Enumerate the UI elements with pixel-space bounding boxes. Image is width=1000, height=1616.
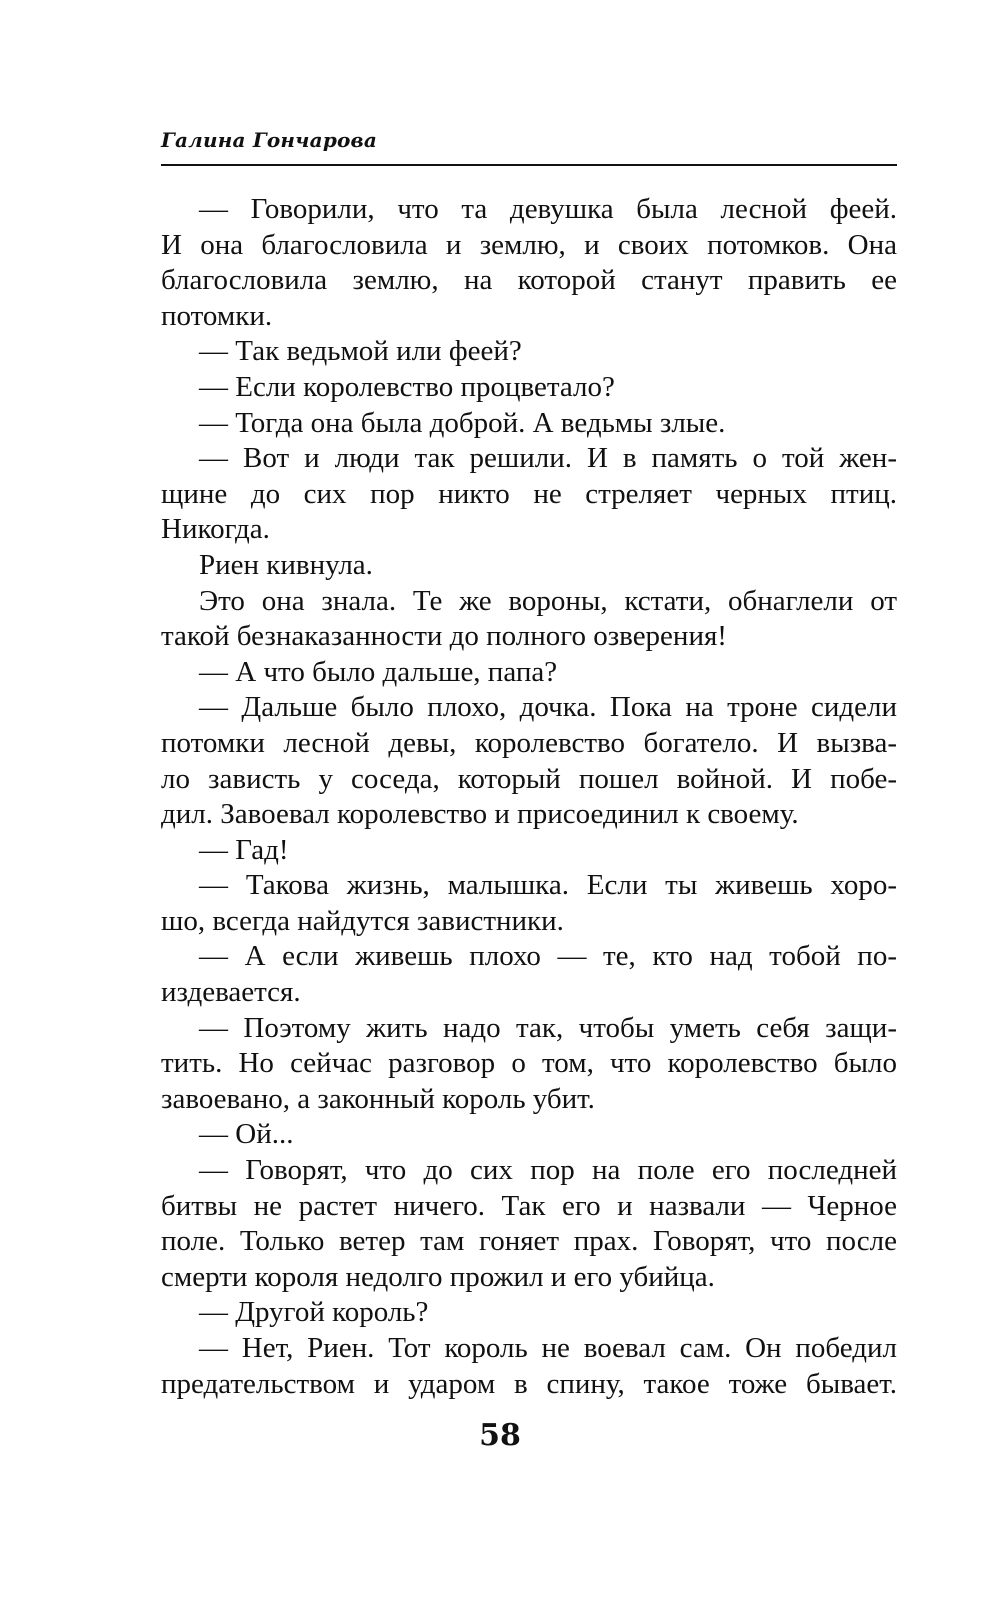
text-line: — А что было дальше, папа?	[199, 655, 558, 688]
text-line: издевается.	[161, 976, 301, 1009]
text-line: — Такова жизнь, малышка. Если ты живешь хоро-	[199, 869, 897, 902]
text-line: предательством и ударом в спину, такое тоже бывает.	[161, 1367, 897, 1400]
text-line: битвы не растет ничего. Так его и назвали — Черное	[161, 1189, 897, 1222]
text-line: — Говорили, что та девушка была лесной феей.	[199, 193, 897, 225]
page-number: 58	[479, 1418, 521, 1453]
text-line: тить. Но сейчас разговор о том, что королевство было	[161, 1047, 897, 1080]
text-line: потомки лесной девы, королевство богатело. И вызва-	[161, 726, 897, 759]
text-line: — Если королевство процветало?	[199, 370, 615, 403]
text-line: — Говорят, что до сих пор на поле его последней	[199, 1154, 897, 1187]
text-line: ло зависть у соседа, который пошел войной. И побе-	[161, 762, 897, 795]
text-line: — Нет, Риен. Тот король не воевал сам. Он победил	[199, 1332, 897, 1364]
text-line: дил. Завоевал королевство и присоединил к своему.	[161, 798, 799, 831]
text-line: благословила землю, на которой станут править ее	[161, 264, 897, 297]
text-line: шо, всегда найдутся завистники.	[161, 904, 564, 937]
text-line: такой безнаказанности до полного озверения!	[161, 620, 727, 653]
text-line: Никогда.	[161, 513, 270, 546]
text-line: завоевано, а законный король убит.	[161, 1082, 595, 1115]
text-line: — Ой...	[199, 1118, 294, 1151]
text-line: — Поэтому жить надо так, чтобы уметь себя защи-	[199, 1011, 897, 1044]
text-line: — Дальше было плохо, дочка. Пока на троне сидели	[199, 691, 897, 724]
text-line: — Тогда она была доброй. А ведьмы злые.	[199, 406, 726, 439]
header-rule	[161, 164, 897, 166]
text-line: — Другой король?	[199, 1296, 429, 1329]
text-line: Риен кивнула.	[199, 548, 373, 581]
text-line: потомки.	[161, 299, 273, 332]
text-line: — А если живешь плохо — те, кто над тобой по-	[199, 940, 897, 973]
text-line: — Гад!	[199, 833, 289, 866]
text-line: щине до сих пор никто не стреляет черных птиц.	[161, 477, 897, 510]
text-line: поле. Только ветер там гоняет прах. Говорят, что после	[161, 1225, 897, 1258]
text-line: И она благословила и землю, и своих потомков. Она	[161, 228, 897, 261]
text-line: Это она знала. Те же вороны, кстати, обнаглели от	[199, 584, 897, 617]
body-text	[161, 192, 897, 1402]
text-line: смерти короля недолго прожил и его убийца.	[161, 1260, 715, 1293]
text-line: — Вот и люди так решили. И в память о той жен-	[199, 442, 897, 475]
text-line: — Так ведьмой или феей?	[199, 335, 522, 368]
author-name: Галина Гончарова	[161, 128, 378, 152]
running-header	[161, 128, 897, 164]
